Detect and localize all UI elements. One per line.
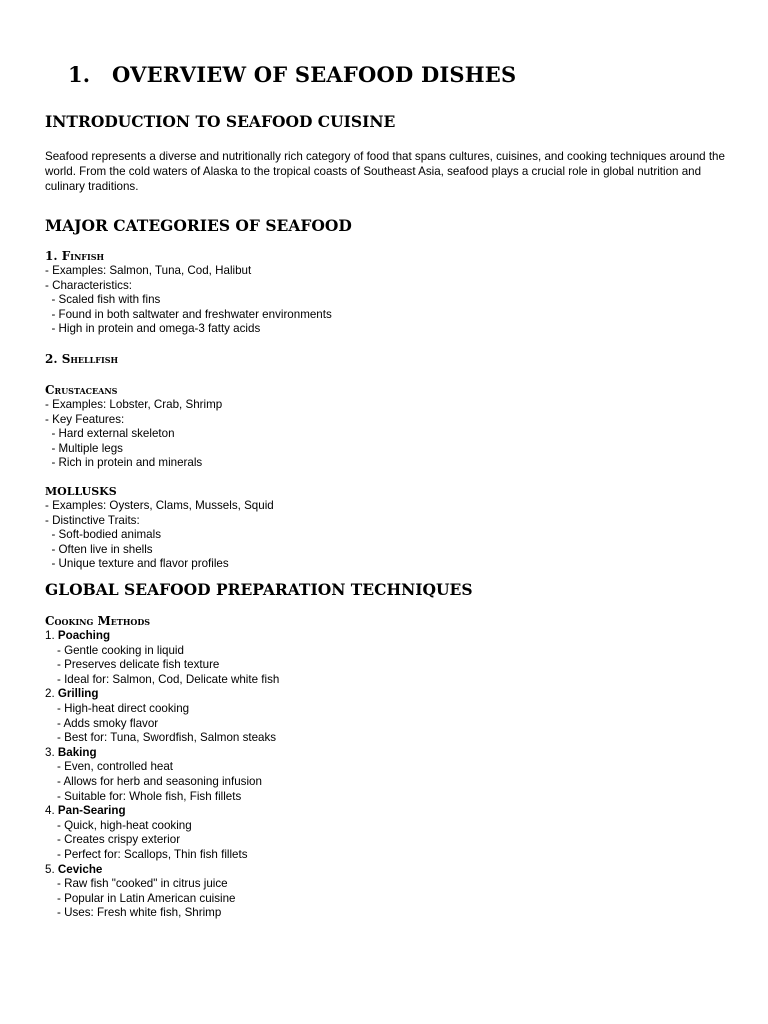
- method-detail: - Allows for herb and seasoning infusion: [57, 774, 262, 788]
- intro-heading: INTRODUCTION TO SEAFOOD CUISINE: [45, 112, 396, 131]
- list-item: - Examples: Oysters, Clams, Mussels, Squid: [45, 499, 274, 512]
- method-number: 5.: [45, 862, 58, 876]
- method-title: [45, 687, 279, 702]
- method-number: 2.: [45, 687, 58, 701]
- list-item: - Multiple legs: [45, 441, 123, 455]
- mollusks-heading: MOLLUSKS: [45, 485, 117, 498]
- list-item: - Scaled fish with fins: [45, 293, 161, 307]
- method-title: [45, 863, 279, 878]
- list-item: - Examples: Salmon, Tuna, Cod, Halibut: [45, 264, 252, 277]
- cooking-methods-list: [45, 629, 279, 921]
- method-number: 1.: [45, 629, 58, 642]
- method-detail: - Adds smoky flavor: [57, 716, 159, 730]
- mollusks-list: [45, 499, 274, 572]
- list-item: - Soft-bodied animals: [45, 528, 161, 542]
- crustaceans-list: [45, 398, 222, 471]
- method-title: [45, 746, 279, 761]
- finfish-heading: 1. Finfish: [45, 249, 105, 263]
- list-item: - High in protein and omega-3 fatty acids: [45, 322, 261, 336]
- crustaceans-heading: Crustaceans: [45, 383, 118, 397]
- method-title: [45, 629, 279, 644]
- categories-heading: MAJOR CATEGORIES OF SEAFOOD: [45, 216, 352, 235]
- title-number: 1.: [68, 62, 91, 87]
- method-name: Pan-Searing: [57, 804, 126, 818]
- method-detail: - Ideal for: Salmon, Cod, Delicate white fish: [57, 672, 280, 686]
- cooking-methods-heading: Cooking Methods: [45, 614, 151, 628]
- list-item: - Characteristics:: [45, 278, 132, 292]
- list-item: - Key Features:: [45, 412, 125, 426]
- techniques-heading: GLOBAL SEAFOOD PREPARATION TECHNIQUES: [45, 580, 473, 599]
- list-item: - Often live in shells: [45, 542, 153, 556]
- list-item: - Examples: Lobster, Crab, Shrimp: [45, 398, 223, 411]
- method-detail: - Uses: Fresh white fish, Shrimp: [57, 906, 222, 920]
- list-item: - Rich in protein and minerals: [45, 456, 203, 470]
- method-detail: - Preserves delicate fish texture: [57, 658, 220, 672]
- method-title: [45, 804, 279, 819]
- list-item: - Found in both saltwater and freshwater environments: [45, 307, 332, 321]
- list-item: - Hard external skeleton: [45, 427, 175, 441]
- page-title: [68, 62, 516, 87]
- method-name: Baking: [57, 745, 97, 759]
- method-name: Grilling: [57, 687, 99, 701]
- method-detail: - High-heat direct cooking: [57, 701, 190, 715]
- method-detail: - Popular in Latin American cuisine: [57, 891, 236, 905]
- method-detail: - Even, controlled heat: [57, 760, 174, 774]
- method-detail: - Gentle cooking in liquid: [57, 643, 184, 657]
- list-item: - Distinctive Traits:: [45, 513, 140, 527]
- method-detail: - Quick, high-heat cooking: [57, 818, 192, 832]
- method-number: 4.: [45, 804, 58, 818]
- method-name: Poaching: [57, 629, 111, 642]
- method-detail: - Raw fish "cooked" in citrus juice: [57, 877, 228, 891]
- method-detail: - Perfect for: Scallops, Thin fish fillets: [57, 847, 248, 861]
- method-detail: - Creates crispy exterior: [57, 833, 181, 847]
- shellfish-heading: 2. Shellfish: [45, 352, 119, 366]
- finfish-list: [45, 264, 332, 337]
- intro-paragraph: Seafood represents a diverse and nutritionally rich category of food that spans cultures, cuisines, and cooking techniques around the world. From the cold waters of Alaska to the tropical coasts of Southeast Asia, seafood plays a crucial role in global nutrition and culinary traditions.: [45, 150, 725, 193]
- method-number: 3.: [45, 745, 58, 759]
- list-item: - Unique texture and flavor profiles: [45, 557, 229, 571]
- title-text: OVERVIEW OF SEAFOOD DISHES: [112, 62, 517, 87]
- method-detail: - Best for: Tuna, Swordfish, Salmon steaks: [57, 731, 277, 745]
- method-detail: - Suitable for: Whole fish, Fish fillets: [57, 789, 242, 803]
- method-name: Ceviche: [57, 862, 103, 876]
